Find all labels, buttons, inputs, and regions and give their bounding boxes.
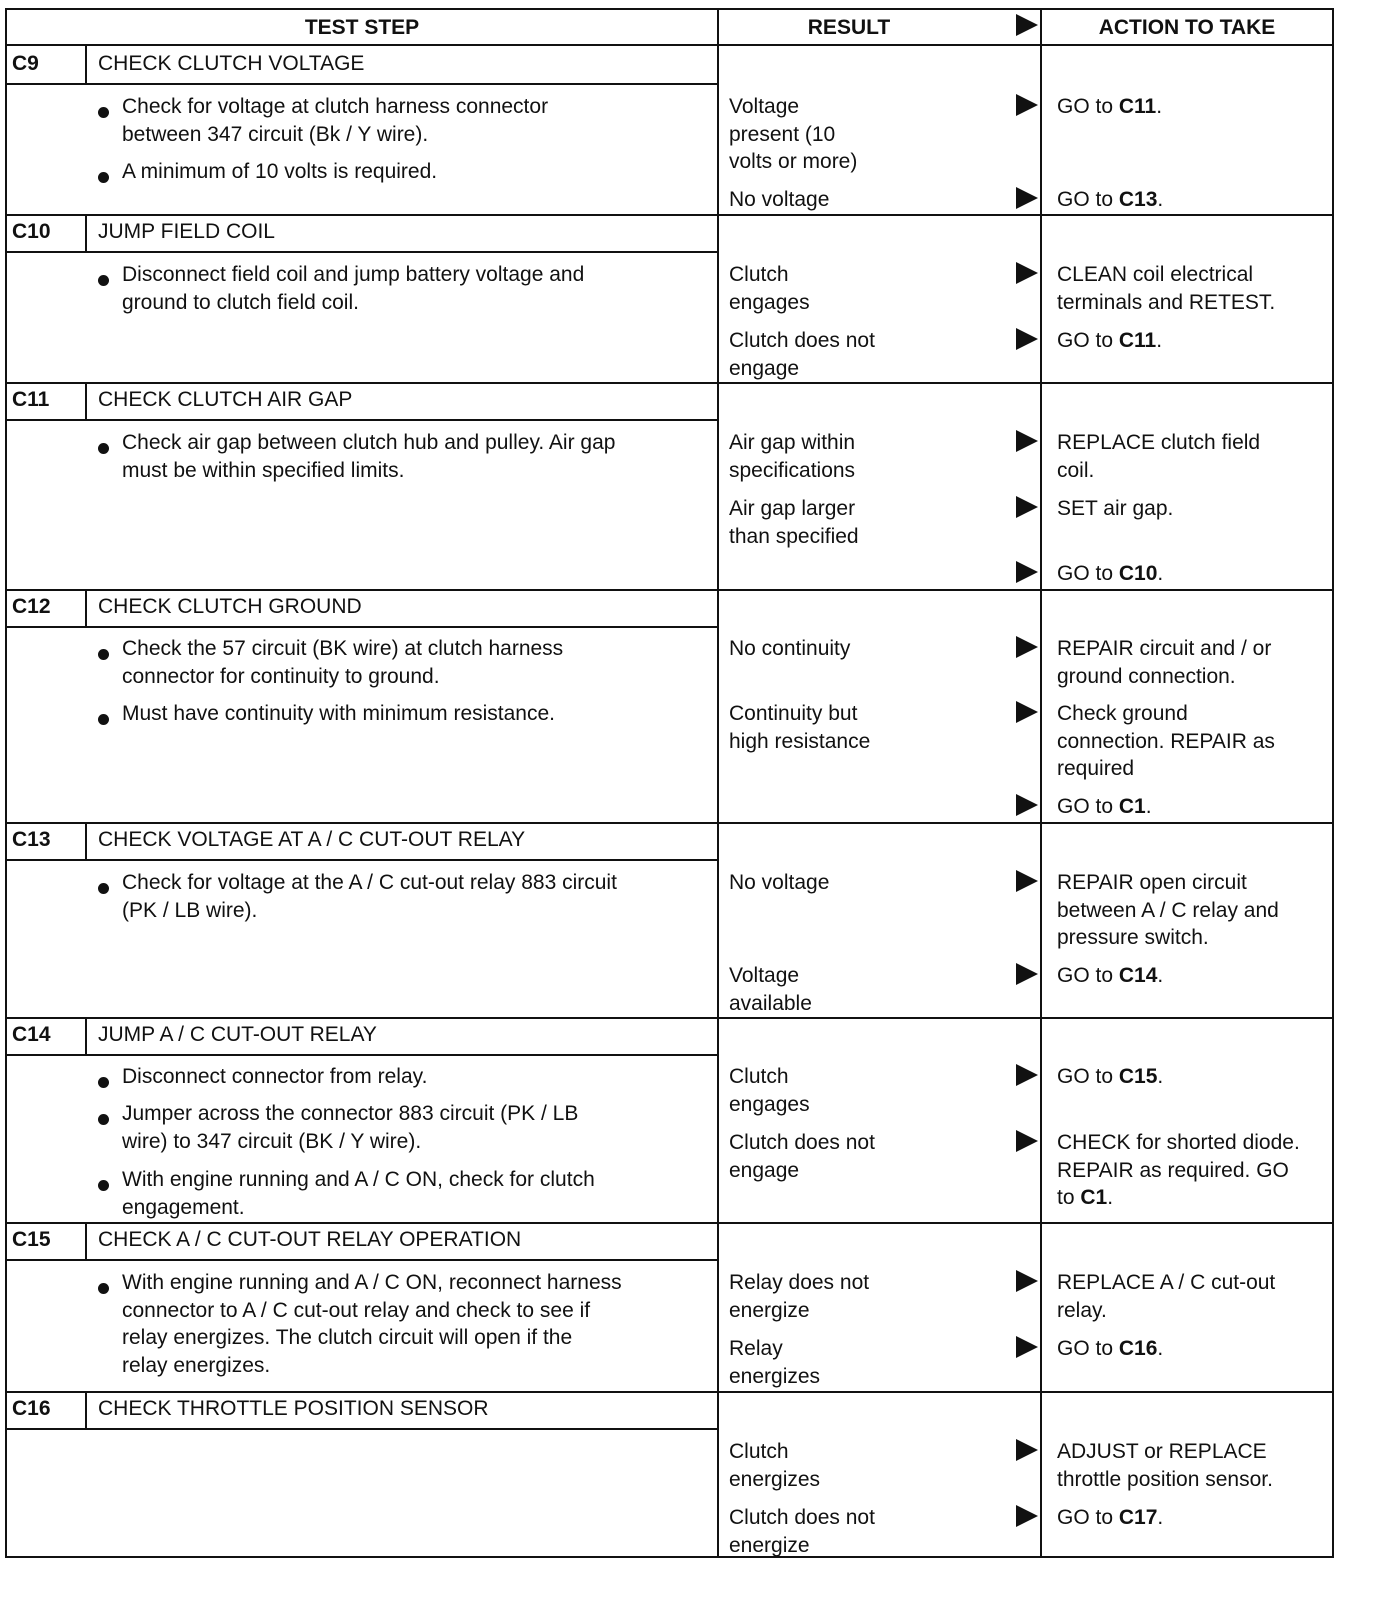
arrow-icon [1016, 794, 1038, 816]
step-title: JUMP FIELD COIL [98, 220, 275, 243]
step-id: C14 [12, 1023, 51, 1046]
result-text: Air gap larger [729, 497, 856, 520]
header-result: RESULT [807, 16, 891, 39]
arrow-icon [1016, 187, 1038, 209]
step-title: JUMP A / C CUT-OUT RELAY [98, 1023, 377, 1046]
step-title: CHECK CLUTCH GROUND [98, 595, 362, 618]
action-text: REPAIR as required. GO [1057, 1158, 1289, 1182]
header-test-step: TEST STEP [304, 16, 420, 39]
arrow-icon [1016, 262, 1038, 284]
step-id: C16 [12, 1397, 51, 1420]
bullet-icon [98, 649, 109, 660]
result-text: engages [729, 290, 810, 314]
title-divider [5, 1054, 719, 1056]
id-divider [85, 1391, 87, 1428]
action-text: connection. REPAIR as [1057, 729, 1275, 753]
arrow-icon [1016, 561, 1038, 583]
action-text: CHECK for shorted diode. [1057, 1131, 1300, 1154]
row-divider [5, 589, 1334, 591]
bullet-text: Disconnect field coil and jump battery voltage and [122, 263, 585, 286]
bullet-text: (PK / LB wire). [122, 898, 258, 922]
id-divider [85, 382, 87, 419]
result-text: than specified [729, 524, 859, 548]
row-divider [5, 1556, 1334, 1558]
bullet-icon [98, 107, 109, 118]
bullet-icon [98, 275, 109, 286]
action-text: SET air gap. [1057, 497, 1174, 520]
step-title: CHECK THROTTLE POSITION SENSOR [98, 1397, 489, 1420]
action-text: REPLACE A / C cut-out [1057, 1271, 1276, 1294]
result-text: Voltage [729, 964, 800, 987]
arrow-icon [1016, 430, 1038, 452]
result-text: engage [729, 356, 800, 380]
result-text: present (10 [729, 122, 836, 146]
result-text: Clutch does not [729, 329, 875, 352]
step-id: C11 [12, 388, 50, 411]
id-divider [85, 822, 87, 859]
action-text: REPLACE clutch field [1057, 431, 1261, 454]
row-divider [5, 382, 1334, 384]
title-divider [5, 83, 719, 85]
bullet-icon [98, 714, 109, 725]
arrow-icon [1016, 1130, 1038, 1152]
bullet-icon [98, 1283, 109, 1294]
step-title: CHECK A / C CUT-OUT RELAY OPERATION [98, 1228, 522, 1251]
step-title: CHECK CLUTCH VOLTAGE [98, 52, 365, 75]
step-title: CHECK VOLTAGE AT A / C CUT-OUT RELAY [98, 828, 526, 851]
arrow-icon [1016, 1505, 1038, 1527]
arrow-icon [1016, 963, 1038, 985]
result-text: energizes [729, 1364, 821, 1388]
bullet-text: relay energizes. [122, 1353, 271, 1377]
bullet-text: connector to A / C cut-out relay and check to see if [122, 1298, 591, 1322]
bullet-text: Check for voltage at clutch harness connector [122, 95, 549, 118]
arrow-icon [1016, 94, 1038, 116]
result-text: engages [729, 1092, 810, 1116]
result-text: energizes [729, 1467, 821, 1491]
result-text: Clutch does not [729, 1131, 875, 1154]
result-text: energize [729, 1533, 810, 1557]
id-divider [85, 214, 87, 251]
row-divider [5, 1222, 1334, 1224]
bullet-icon [98, 1077, 109, 1088]
arrow-icon [1016, 1064, 1038, 1086]
header-action: ACTION TO TAKE [1098, 16, 1276, 39]
bullet-text: engagement. [122, 1195, 245, 1219]
row-divider [5, 1391, 1334, 1393]
bullet-icon [98, 443, 109, 454]
result-text: Relay [729, 1337, 783, 1360]
step-id: C12 [12, 595, 51, 618]
step-id: C10 [12, 220, 51, 243]
step-id: C13 [12, 828, 51, 851]
result-text: Relay does not [729, 1271, 870, 1294]
arrow-icon [1016, 328, 1038, 350]
action-text: GO to C11. [1057, 95, 1163, 118]
action-text: CLEAN coil electrical [1057, 263, 1254, 286]
action-text: ADJUST or REPLACE [1057, 1440, 1267, 1463]
id-divider [85, 589, 87, 626]
result-text: Clutch [729, 263, 789, 286]
action-text: terminals and RETEST. [1057, 290, 1276, 314]
result-text: No voltage [729, 188, 830, 211]
arrow-icon [1016, 1270, 1038, 1292]
id-divider [85, 46, 87, 83]
title-divider [5, 1259, 719, 1261]
result-text: No voltage [729, 871, 830, 894]
action-text: GO to C1. [1057, 795, 1152, 818]
bullet-text: Must have continuity with minimum resistance. [122, 702, 555, 725]
bullet-text: relay energizes. The clutch circuit will open if the [122, 1326, 573, 1349]
step-title: CHECK CLUTCH AIR GAP [98, 388, 353, 411]
action-text: GO to C10. [1057, 562, 1164, 585]
result-text: energize [729, 1298, 810, 1322]
bullet-text: With engine running and A / C ON, check for clutch [122, 1168, 595, 1191]
id-divider [85, 1222, 87, 1259]
arrow-icon [1016, 1439, 1038, 1461]
action-text: GO to C13. [1057, 188, 1164, 211]
action-text: GO to C15. [1057, 1065, 1164, 1088]
result-text: engage [729, 1158, 800, 1182]
bullet-text: between 347 circuit (Bk / Y wire). [122, 122, 429, 146]
bullet-text: Check for voltage at the A / C cut-out relay 883 circuit [122, 871, 617, 894]
title-divider [5, 859, 719, 861]
result-text: Air gap within [729, 431, 856, 454]
result-text: No continuity [729, 637, 851, 660]
action-text: GO to C14. [1057, 964, 1164, 987]
action-text: REPAIR open circuit [1057, 871, 1247, 894]
result-text: Continuity but [729, 702, 858, 725]
bullet-icon [98, 1114, 109, 1125]
bullet-text: A minimum of 10 volts is required. [122, 160, 438, 183]
arrow-icon [1016, 870, 1038, 892]
action-text: GO to C11. [1057, 329, 1163, 352]
action-text: between A / C relay and [1057, 898, 1279, 922]
action-text: relay. [1057, 1298, 1107, 1322]
step-id: C15 [12, 1228, 51, 1251]
bullet-text: ground to clutch field coil. [122, 290, 359, 314]
bullet-text: must be within specified limits. [122, 458, 405, 482]
bullet-icon [98, 1180, 109, 1191]
arrow-icon [1016, 701, 1038, 723]
action-text: throttle position sensor. [1057, 1467, 1273, 1491]
result-text: Clutch [729, 1440, 789, 1463]
result-text: Clutch [729, 1065, 789, 1088]
row-divider [5, 822, 1334, 824]
result-text: Clutch does not [729, 1506, 875, 1529]
bullet-text: Jumper across the connector 883 circuit (PK / LB [122, 1102, 579, 1125]
header-arrow-icon [1016, 14, 1038, 36]
action-text: GO to C17. [1057, 1506, 1164, 1529]
result-text: specifications [729, 458, 856, 482]
id-divider [85, 1017, 87, 1054]
title-divider [5, 251, 719, 253]
result-text: high resistance [729, 729, 871, 753]
row-divider [5, 214, 1334, 216]
result-text: Voltage [729, 95, 800, 118]
bullet-text: Disconnect connector from relay. [122, 1065, 428, 1088]
result-text: available [729, 991, 812, 1015]
bullet-text: wire) to 347 circuit (BK / Y wire). [122, 1129, 422, 1153]
bullet-icon [98, 172, 109, 183]
action-text: ground connection. [1057, 664, 1236, 688]
action-text: Check ground [1057, 702, 1188, 725]
title-divider [5, 626, 719, 628]
bullet-text: With engine running and A / C ON, reconnect harness [122, 1271, 622, 1294]
bullet-text: Check air gap between clutch hub and pulley. Air gap [122, 431, 616, 454]
bullet-text: Check the 57 circuit (BK wire) at clutch harness [122, 637, 564, 660]
action-text: required [1057, 757, 1135, 780]
arrow-icon [1016, 496, 1038, 518]
action-text: pressure switch. [1057, 926, 1209, 949]
bullet-icon [98, 883, 109, 894]
title-divider [5, 1428, 719, 1430]
title-divider [5, 419, 719, 421]
arrow-icon [1016, 1336, 1038, 1358]
step-id: C9 [12, 52, 39, 75]
action-text: coil. [1057, 458, 1095, 482]
result-text: volts or more) [729, 150, 858, 173]
row-divider [5, 1017, 1334, 1019]
arrow-icon [1016, 636, 1038, 658]
action-text: REPAIR circuit and / or [1057, 637, 1272, 660]
bullet-text: connector for continuity to ground. [122, 664, 440, 688]
action-text: to C1. [1057, 1186, 1114, 1209]
action-text: GO to C16. [1057, 1337, 1164, 1360]
